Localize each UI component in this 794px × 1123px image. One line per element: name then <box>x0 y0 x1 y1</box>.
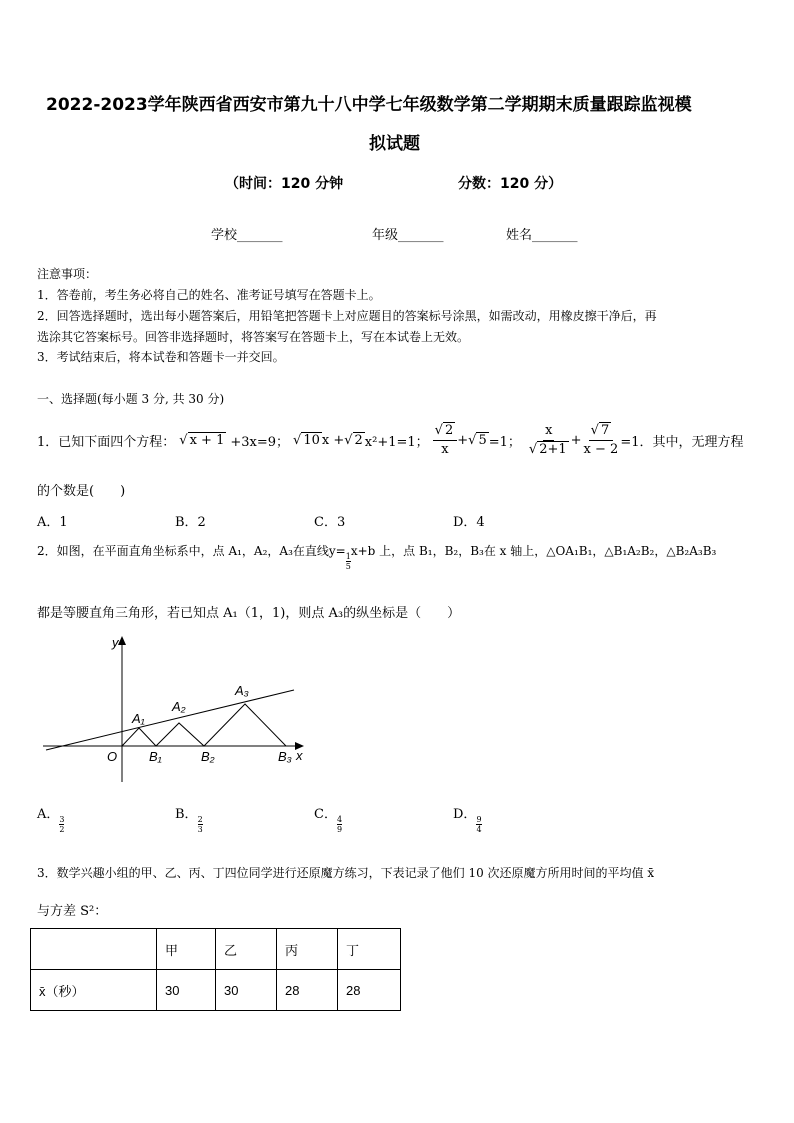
line-y-eq <box>46 690 294 750</box>
table-header-row <box>31 929 401 970</box>
table-cell: 30 <box>216 970 277 1011</box>
triangles <box>122 704 286 746</box>
q2-option-b-fraction <box>198 815 203 834</box>
q2-option-c-label: C． <box>314 807 337 822</box>
q1-eq4-plus: + <box>570 432 582 448</box>
question-1-line1: 1．已知下面四个方程： √ x + 1 +3x=9； √ 10 x + √ 2 x²+1=1； $\frac{√ 2}{x}$ + √ 5 =1； $\frac{x}{√ 2+1}$ + $\frac{√ 7}{x - 2}$ =1．其中，无理方程 <box>37 422 744 457</box>
q2-option-a-num: 3 <box>59 815 65 824</box>
q1-prefix: 1．已知下面四个方程： <box>37 434 176 450</box>
grade-field: 年级_______ <box>372 228 444 243</box>
b2-label: B₂ <box>201 749 215 764</box>
q1-eq2-a: 10 <box>303 432 320 448</box>
q2-option-a-fraction <box>59 815 64 834</box>
table-cell: 30 <box>157 970 216 1011</box>
exam-time: （时间：120 分钟 <box>225 176 344 192</box>
q1-eq4-num1: x <box>543 422 554 441</box>
q1-eq2-d: x²+1=1； <box>364 434 429 450</box>
q1-eq3-fraction: $\frac{√ 2}{x}$ <box>433 422 458 459</box>
q1-eq3-b: 5 <box>478 432 487 448</box>
table-cell: x̄（秒） <box>31 970 157 1011</box>
notes-heading: 注意事项： <box>37 267 98 281</box>
q1-eq4-num2: 7 <box>600 422 610 438</box>
q1-eq4-fraction2: $\frac{√ 7}{x - 2}$ <box>583 422 619 457</box>
q1-eq2-c: 2 <box>354 432 363 448</box>
a2-label: A₂ <box>172 699 186 714</box>
q1-eq3-plus: + <box>457 432 469 448</box>
q2-option-c-num: 4 <box>336 815 343 824</box>
table-row <box>31 970 401 1011</box>
a3-label: A₃ <box>235 683 249 698</box>
q2-option-a-label: A． <box>37 807 60 822</box>
exam-title-line1: 2022-2023学年陕西省西安市第九十八中学七年级数学第二学期期末质量跟踪监视模 <box>46 95 692 115</box>
q1-eq4-den2: x − 2 <box>583 441 619 457</box>
table-cell: 28 <box>277 970 338 1011</box>
table-cell: 甲 <box>157 929 216 970</box>
b1-label: B₁ <box>149 749 162 764</box>
q1-eq1-rest: +3x=9； <box>230 434 290 450</box>
question-3-line1: 3．数学兴趣小组的甲、乙、丙、丁四位同学进行还原魔方练习，下表记录了他们 10 次还原魔方所用时间的平均值 x̄ <box>37 866 655 880</box>
q2-option-a <box>37 803 64 834</box>
y-label: y <box>112 635 119 650</box>
notes-item: 3．考试结束后，将本试卷和答题卡一并交回。 <box>37 350 285 364</box>
question-2-line1 <box>37 542 716 571</box>
q1-eq1-radicand: x + 1 <box>189 432 225 448</box>
q1-eq3-num: 2 <box>444 422 454 438</box>
q2-option-d-den: 4 <box>476 825 482 834</box>
q2-option-d-num: 9 <box>476 815 482 824</box>
q2-option-b <box>175 803 203 834</box>
q1-option-d: D．4 <box>453 515 485 530</box>
question-2-line2: 都是等腰直角三角形，若已知点 A₁（1，1)，则点 A₃的纵坐标是（ ） <box>37 606 461 621</box>
q1-eq3-den: x <box>441 441 449 457</box>
q2-line1-b: x+b 上，点 B₁，B₂，B₃在 x 轴上，△OA₁B₁，△B₁A₂B₂，△B₂A₃B₃ <box>350 544 717 558</box>
origin-label: O <box>107 749 118 764</box>
q2-option-d-fraction <box>476 815 481 834</box>
question-3-line2: 与方差 S²： <box>37 904 108 919</box>
q2-option-c-den: 9 <box>336 825 343 834</box>
table-cell: 丁 <box>338 929 401 970</box>
exam-title-line2: 拟试题 <box>369 134 420 154</box>
table-cell: 乙 <box>216 929 277 970</box>
q1-eq2-b: x + <box>321 432 345 448</box>
q2-option-c <box>314 803 342 834</box>
b3-label: B₃ <box>278 749 292 764</box>
q2-option-b-den: 3 <box>197 825 203 834</box>
q1-option-a: A．1 <box>37 515 68 530</box>
exam-score: 分数：120 分） <box>458 176 563 192</box>
table-cell <box>31 929 157 970</box>
table-cell: 28 <box>338 970 401 1011</box>
x-label: x <box>296 748 303 763</box>
section-heading: 一、选择题(每小题 3 分, 共 30 分) <box>37 392 225 406</box>
a1-label: A₁ <box>132 711 145 726</box>
q2-slope-num: 1 <box>345 552 351 561</box>
q3-table <box>30 928 401 1011</box>
q2-option-d <box>453 803 482 834</box>
q2-option-b-num: 2 <box>197 815 203 824</box>
q2-option-d-label: D． <box>453 807 477 822</box>
q1-eq4-den1: 2+1 <box>539 441 567 457</box>
y-axis-arrow <box>118 636 126 645</box>
name-field: 姓名_______ <box>506 228 578 243</box>
q1-option-c: C．3 <box>314 515 346 530</box>
school-field: 学校_______ <box>211 228 283 243</box>
q2-option-c-fraction <box>337 815 342 834</box>
q2-option-b-label: B． <box>175 807 198 822</box>
notes-item: 2．回答选择题时，选出每小题答案后，用铅笔把答题卡上对应题目的答案标号涂黑，如需改动，用橡皮擦干净后，再 <box>37 309 657 323</box>
q2-line1-a: 2．如图，在平面直角坐标系中，点 A₁，A₂，A₃在直线y= <box>37 544 346 558</box>
table-cell: 丙 <box>277 929 338 970</box>
q1-eq4-fraction1: $\frac{x}{√ 2+1}$ <box>528 422 567 457</box>
q1-eq3-c: =1； <box>488 434 521 450</box>
q2-option-a-den: 2 <box>59 825 65 834</box>
question-1-line2: 的个数是( ) <box>37 484 126 499</box>
q1-option-b: B．2 <box>175 515 206 530</box>
q2-figure <box>38 632 318 782</box>
notes-item: 选涂其它答案标号。回答非选择题时，将答案写在答题卡上，写在本试卷上无效。 <box>37 330 470 344</box>
q1-eq4-tail: =1．其中，无理方程 <box>620 434 744 450</box>
notes-item: 1．答卷前，考生务必将自己的姓名、准考证号填写在答题卡上。 <box>37 288 381 302</box>
q2-slope-den: 5 <box>345 562 351 571</box>
